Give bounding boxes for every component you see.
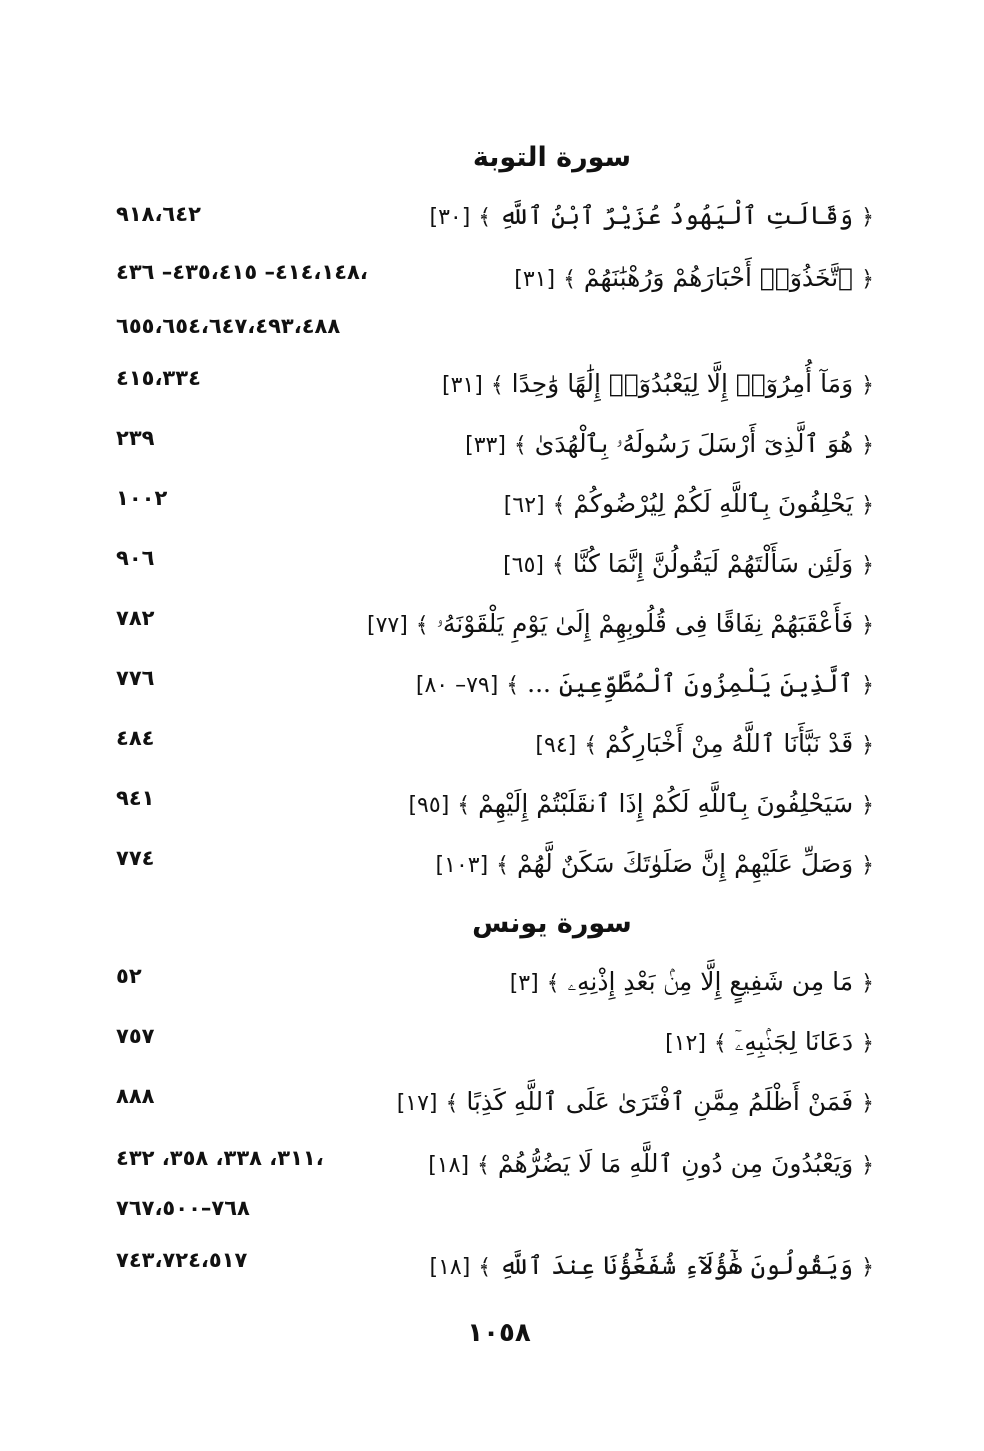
verse-text: ٱلَّذِينَ يَلْمِزُونَ ٱلْمُطَّوِّعِينَ ... <box>527 669 854 698</box>
ornate-bracket-close: ﴾ <box>457 793 471 818</box>
ornate-bracket-open: ﴿ <box>861 373 874 398</box>
verse-ref: [٧٧] <box>367 613 408 638</box>
verse-ref: [١٨] <box>428 1153 470 1178</box>
verse-ref: [٣١] <box>514 267 556 292</box>
ornate-bracket-close: ﴾ <box>552 493 566 518</box>
verse-text: هُوَ ٱلَّذِىٓ أَرْسَلَ رَسُولَهُۥ بِٱلْهُدَىٰ <box>534 429 854 458</box>
ornate-bracket-close: ﴾ <box>478 1255 492 1280</box>
verse-text: يَحْلِفُونَ بِٱللَّهِ لَكُمْ لِيُرْضُوكُمْ <box>573 489 854 518</box>
page-refs: ٩٠٦ <box>116 546 155 570</box>
ornate-bracket-open: ﴿ <box>861 971 874 996</box>
page-refs: ٧٥٧ <box>116 1024 155 1048</box>
surah-title-yunus: سورة يونس <box>472 908 632 939</box>
ornate-bracket-close: ﴾ <box>476 1153 490 1178</box>
ornate-bracket-close: ﴾ <box>713 1031 727 1056</box>
page-refs: ٢٣٩ <box>116 426 155 450</box>
ornate-bracket-close: ﴾ <box>546 971 560 996</box>
verse-ref: [٧٩– ٨٠] <box>415 673 499 698</box>
verse-entry <box>404 844 874 886</box>
verse-entry <box>404 196 874 238</box>
verse-ref: [٣١] <box>442 373 483 398</box>
verse-text: وَيَقُولُونَ هَٰٓؤُلَآءِ شُفَعَٰٓؤُنَا عِندَ ٱللَّهِ <box>499 1251 854 1280</box>
ornate-bracket-open: ﴿ <box>861 733 874 758</box>
verse-entry <box>404 664 874 706</box>
verse-entry <box>404 424 874 466</box>
verse-entry <box>404 1144 874 1186</box>
verse-text: قَدْ نَبَّأَنَا ٱللَّهُ مِنْ أَخْبَارِكُمْ <box>605 729 854 758</box>
ornate-bracket-open: ﴿ <box>861 793 874 818</box>
verse-ref: [١٨] <box>429 1255 471 1280</box>
ornate-bracket-close: ﴾ <box>563 267 576 292</box>
ornate-bracket-close: ﴾ <box>478 205 492 230</box>
ornate-bracket-close: ﴾ <box>584 733 598 758</box>
ornate-bracket-open: ﴿ <box>861 493 874 518</box>
ornate-bracket-close: ﴾ <box>506 673 520 698</box>
page-refs: ٤٨٤ <box>116 726 155 750</box>
ornate-bracket-open: ﴿ <box>861 553 874 578</box>
ornate-bracket-close: ﴾ <box>513 433 527 458</box>
verse-ref: [٩٤] <box>535 733 577 758</box>
verse-ref: [٣٣] <box>465 433 506 458</box>
ornate-bracket-open: ﴿ <box>861 1031 874 1056</box>
verse-entry <box>404 544 874 586</box>
page-refs: ٩٤١ <box>116 786 155 810</box>
verse-ref: [١٢] <box>665 1031 706 1056</box>
ornate-bracket-close: ﴾ <box>551 553 565 578</box>
page-refs: ٧٧٦ <box>116 666 155 690</box>
ornate-bracket-open: ﴿ <box>861 853 874 878</box>
verse-text: وَيَعْبُدُونَ مِن دُونِ ٱللَّهِ مَا لَا يَضُرُّهُمْ <box>497 1149 854 1178</box>
verse-ref: [٩٥] <box>408 793 450 818</box>
verse-ref: [٦٢] <box>503 493 545 518</box>
verse-entry <box>404 724 874 766</box>
verse-text: وَصَلِّ عَلَيْهِمْ إِنَّ صَلَوٰتَكَ سَكَنٌ لَّهُمْ <box>516 849 854 878</box>
verse-ref: [٣] <box>509 971 539 996</box>
verse-entry <box>404 962 874 1004</box>
ornate-bracket-close: ﴾ <box>496 853 510 878</box>
page-refs: ٧٨٢ <box>116 606 155 630</box>
ornate-bracket-open: ﴿ <box>861 1153 874 1178</box>
page-refs: ٤١٤،١٤٨– ٤٣٥،٤١٥– ٤٣٦، <box>116 260 368 284</box>
verse-entry <box>367 604 874 646</box>
page-number: ١٠٥٨ <box>467 1318 531 1348</box>
verse-entry <box>404 484 874 526</box>
verse-text: مَا مِن شَفِيعٍ إِلَّا مِنۢ بَعْدِ إِذْنِهِۦ <box>567 967 854 996</box>
verse-entry <box>404 1022 874 1064</box>
verse-text: فَمَنْ أَظْلَمُ مِمَّنِ ٱفْتَرَىٰ عَلَى ٱللَّهِ كَذِبًا <box>466 1087 854 1116</box>
verse-entry <box>404 258 874 300</box>
verse-text: وَقَالَتِ ٱلْيَهُودُ عُزَيْرٌ ٱبْنُ ٱللَّهِ <box>499 201 854 230</box>
verse-text: وَلَئِن سَأَلْتَهُمْ لَيَقُولُنَّ إِنَّمَا كُنَّا <box>572 549 854 578</box>
page-refs: ٩١٨،٦٤٢ <box>116 202 201 226</box>
ornate-bracket-open: ﴿ <box>861 1255 874 1280</box>
page-refs: ٤١٥،٣٣٤ <box>116 366 201 390</box>
verse-ref: [٦٥] <box>503 553 544 578</box>
ornate-bracket-close: ﴾ <box>415 613 429 638</box>
page-refs: ٧٤٣،٧٢٤،٥١٧ <box>116 1248 248 1272</box>
ornate-bracket-close: ﴾ <box>445 1091 459 1116</box>
verse-entry <box>404 364 874 406</box>
verse-text: وَمَآ أُمِرُوٓا۟ إِلَّا لِيَعْبُدُوٓا۟ إِلَٰهًا وَٰحِدًا <box>511 369 854 398</box>
page-refs: ١٠٠٢ <box>116 486 168 510</box>
verse-entry <box>404 1246 874 1288</box>
page-refs: ٥٢ <box>116 964 142 988</box>
verse-entry <box>404 784 874 826</box>
verse-text: سَيَحْلِفُونَ بِٱللَّهِ لَكُمْ إِذَا ٱنقَلَبْتُمْ إِلَيْهِمْ <box>478 789 854 818</box>
ornate-bracket-open: ﴿ <box>861 267 874 292</box>
page-refs-continued: ٦٥٥،٦٥٤،٦٤٧،٤٩٣،٤٨٨ <box>116 314 341 338</box>
verse-entry <box>396 1082 874 1124</box>
ornate-bracket-open: ﴿ <box>861 1091 874 1116</box>
ornate-bracket-close: ﴾ <box>490 373 504 398</box>
ornate-bracket-open: ﴿ <box>861 433 874 458</box>
page-refs: ٨٨٨ <box>116 1084 155 1108</box>
verse-text: فَأَعْقَبَهُمْ نِفَاقًا فِى قُلُوبِهِمْ إِلَىٰ يَوْمِ يَلْقَوْنَهُۥ <box>436 609 854 638</box>
verse-text: دَعَانَا لِجَنۢبِهِۦٓ <box>734 1027 854 1056</box>
ornate-bracket-open: ﴿ <box>861 613 874 638</box>
verse-ref: [١٠٣] <box>435 853 489 878</box>
ornate-bracket-open: ﴿ <box>861 205 874 230</box>
verse-text: ٱتَّخَذُوٓا۟ أَحْبَارَهُمْ وَرُهْبَٰنَهُمْ <box>583 263 854 292</box>
surah-title-tawbah: سورة التوبة <box>472 142 632 173</box>
ornate-bracket-open: ﴿ <box>861 673 874 698</box>
page-refs-continued: ٧٦٨–٧٦٧،٥٠٠ <box>116 1196 250 1220</box>
page-refs: ٧٧٤ <box>116 846 155 870</box>
verse-ref: [١٧] <box>396 1091 438 1116</box>
verse-ref: [٣٠] <box>429 205 471 230</box>
page-refs: ٣١١، ٣٣٨، ٣٥٨، ٤٣٢، <box>116 1146 324 1170</box>
